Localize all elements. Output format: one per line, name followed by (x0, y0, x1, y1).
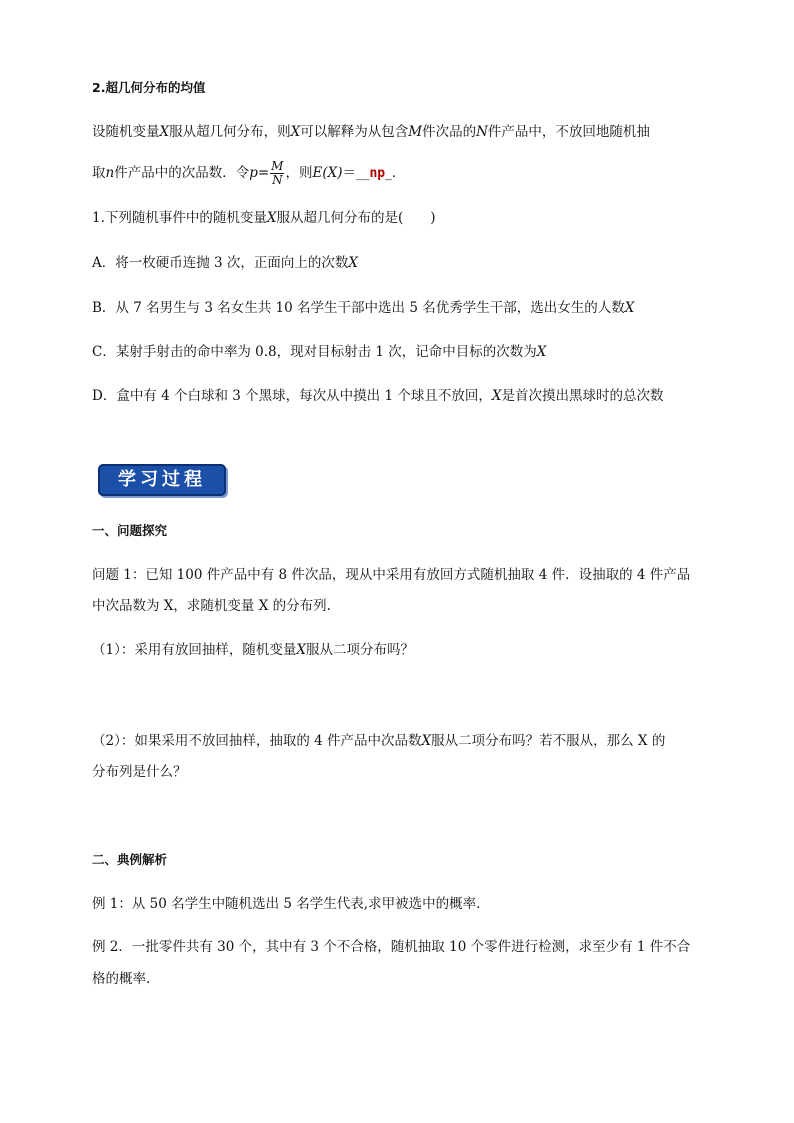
answer-np: np (369, 166, 386, 181)
variable-p: p (249, 165, 258, 181)
section-heading: 2.超几何分布的均值 (92, 80, 206, 95)
question-stem (92, 208, 436, 228)
variable-x: X (266, 210, 277, 226)
problem-1-line-1: 问题 1：已知 100 件产品中有 8 件次品，现从中采用有放回方式随机抽取 4 件．设抽取的 4 件产品 (92, 567, 691, 583)
variable-x: X (159, 124, 170, 140)
text: ＝__ (342, 165, 370, 181)
variable-n: n (105, 165, 115, 181)
fraction-m-over-n (270, 160, 284, 187)
text: 件产品中，不放回地随机抽 (487, 124, 650, 140)
text: 1.下列随机事件中的随机变量 (92, 210, 267, 226)
part2-heading: 二、典例解析 (92, 852, 168, 867)
definition-line-2 (92, 158, 405, 189)
text: 服从超几何分布，则 (169, 124, 291, 140)
option-a (92, 253, 358, 273)
part1-heading: 一、问题探究 (92, 523, 168, 538)
example-2-line-1: 例 2．一批零件共有 30 个，其中有 3 个不合格，随机抽取 10 个零件进行检测，求至少有 1 件不合 (92, 939, 691, 955)
variable-m: M (408, 124, 423, 140)
text: 取 (92, 165, 106, 181)
variable-x: X (296, 642, 306, 658)
definition-line-1 (92, 122, 650, 142)
text: _． (385, 165, 406, 181)
sub-question-1 (92, 640, 414, 660)
variable-x: X (290, 124, 301, 140)
text: 件产品中的次品数．令 (114, 165, 250, 181)
fraction-denominator: N (272, 173, 283, 187)
variable-x: X (536, 344, 547, 360)
variable-x: X (624, 300, 635, 316)
variable-x: X (491, 388, 502, 404)
option-b (92, 298, 634, 318)
text: 服从二项分布吗？ (305, 642, 414, 658)
problem-1-line-2: 中次品数为 X，求随机变量 X 的分布列. (92, 598, 331, 614)
fraction-numerator: M (271, 159, 284, 173)
text: 服从超几何分布的是( ) (276, 210, 436, 226)
variable-n-upper: N (476, 124, 488, 140)
variable-x: X (421, 733, 432, 749)
option-text: B．从 7 名男生与 3 名女生共 10 名学生干部中选出 5 名优秀学生干部，选出女生的人数 (92, 300, 625, 316)
option-text: C．某射手射击的命中率为 0.8，现对目标射击 1 次，记命中目标的次数为 (92, 344, 537, 360)
option-text: D．盒中有 4 个白球和 3 个黑球，每次从中摸出 1 个球且不放回， (92, 388, 492, 404)
option-text-tail: 是首次摸出黑球时的总次数 (501, 388, 664, 404)
sub-question-2-line-1 (92, 731, 665, 751)
text: 设随机变量 (92, 124, 160, 140)
sub-question-2-line-2: 分布列是什么？ (92, 764, 187, 780)
example-2-line-2: 格的概率. (92, 971, 151, 987)
study-process-banner: 学习过程 (98, 464, 226, 496)
option-c (92, 342, 546, 362)
text: 服从二项分布吗？若不服从，那么 X 的 (431, 733, 666, 749)
option-d (92, 386, 663, 406)
text: （2）：如果采用不放回抽样，抽取的 4 件产品中次品数 (92, 733, 422, 749)
text: 可以解释为从包含 (300, 124, 409, 140)
equals-sign: = (257, 165, 270, 181)
option-text: A．将一枚硬币连抛 3 次，正面向上的次数 (92, 255, 349, 271)
text: （1）：采用有放回抽样，随机变量 (92, 642, 297, 658)
variable-x: X (348, 255, 359, 271)
expectation-ex: E(X) (312, 165, 343, 181)
text: 件次品的 (422, 124, 477, 140)
text: ，则 (285, 165, 313, 181)
example-1: 例 1：从 50 名学生中随机选出 5 名学生代表,求甲被选中的概率. (92, 896, 481, 912)
